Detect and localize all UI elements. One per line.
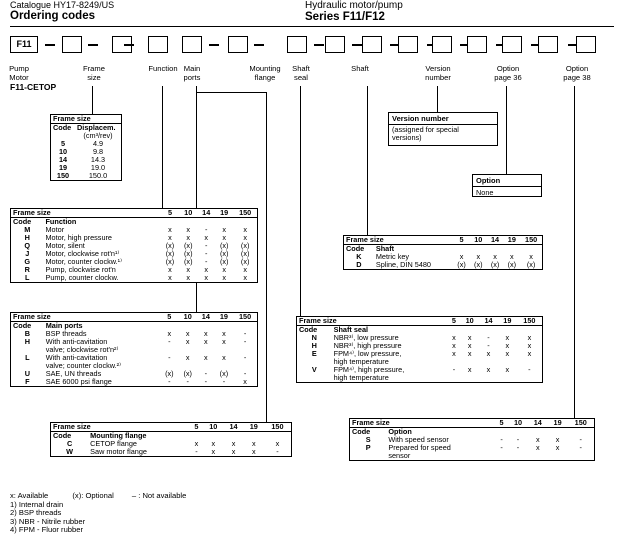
shaft-availability: x: [529, 252, 533, 261]
seal-availability: -: [528, 365, 531, 374]
code-label-frame-size: Frame size: [83, 64, 105, 82]
ports-title: Frame size: [11, 313, 160, 322]
ports-availability: x: [167, 329, 172, 338]
header-rule: [10, 26, 614, 27]
code-box-9: [398, 36, 418, 53]
flange-code: C: [66, 439, 73, 448]
legend-note-1: 1) Internal drain: [10, 499, 64, 509]
flange-code: W: [66, 447, 74, 456]
function-availability: x: [186, 225, 191, 234]
shaft-availability: (x): [490, 260, 500, 269]
function-availability: x: [168, 225, 172, 234]
function-availability: x: [186, 265, 191, 274]
flange-size-header: 10: [203, 423, 223, 432]
function-size-header: 5: [161, 209, 179, 218]
function-description: Motor, counter clockw.¹⁾: [45, 257, 122, 266]
seal-availability: x: [486, 365, 491, 374]
ports-availability: -: [222, 377, 226, 386]
seal-description: NBR³⁾, high pressure: [333, 341, 402, 350]
seal-availability: x: [505, 341, 510, 350]
shaft-availability: x: [493, 252, 497, 261]
function-code: J: [25, 249, 30, 258]
option-table: [349, 418, 595, 461]
code-label-option-page-38: Option page 38: [563, 64, 591, 82]
seal-size-header: 14: [479, 317, 498, 326]
flange-size-header: 5: [190, 423, 203, 432]
seal-availability: x: [452, 349, 456, 358]
seal-title: Frame size: [297, 317, 448, 326]
seal-availability: x: [467, 341, 472, 350]
seal-availability: x: [527, 349, 532, 358]
connector-option38: [574, 86, 575, 418]
function-availability: x: [186, 273, 191, 282]
function-name-header: Function: [45, 217, 77, 226]
legend-available: x: Available: [10, 491, 49, 500]
option-box-title: Option: [473, 175, 541, 187]
ports-code: H: [24, 337, 30, 346]
frame-size-row: [51, 172, 121, 180]
seal-availability: x: [452, 333, 456, 342]
seal-code: V: [311, 365, 317, 374]
flange-availability: -: [195, 447, 198, 456]
function-code-header: Code: [13, 217, 32, 226]
function-size-header: 10: [179, 209, 197, 218]
ports-code: L: [25, 353, 30, 362]
connector-frame: [92, 86, 93, 114]
option-availability: -: [579, 435, 582, 444]
seal-name-header: Shaft seal: [333, 325, 369, 334]
option-description: With speed sensor: [388, 435, 449, 444]
option-size-header: 5: [495, 419, 508, 428]
version-number-note: (assigned for special versions): [392, 125, 459, 142]
flange-size-header: 19: [244, 423, 264, 432]
seal-availability: x: [505, 365, 510, 374]
shaft-availability: (x): [507, 260, 517, 269]
function-availability: (x): [165, 249, 175, 258]
option-availability: x: [535, 435, 540, 444]
seal-size-header: 5: [448, 317, 461, 326]
shaft-table: [343, 235, 543, 270]
seal-description: NBR³⁾, low pressure: [333, 333, 399, 342]
code-label-function: Function: [148, 64, 178, 73]
function-description: Motor, silent: [45, 241, 85, 250]
shaft-size-header: 14: [487, 236, 504, 245]
function-title: Frame size: [11, 209, 161, 218]
seal-size-header: 150: [517, 317, 542, 326]
option-availability: -: [500, 435, 503, 444]
flange-availability: x: [251, 439, 256, 448]
code-box-8: [362, 36, 382, 53]
ports-description: SAE, UN threads: [45, 369, 102, 378]
code-label-main-ports: Main ports: [183, 64, 201, 82]
connector-shaft: [367, 86, 368, 235]
function-availability: (x): [219, 241, 229, 250]
function-availability: x: [204, 233, 209, 242]
shaft-size-header: 150: [520, 236, 542, 245]
ports-code: U: [24, 369, 30, 378]
code-box-13: [538, 36, 558, 53]
flange-description: CETOP flange: [90, 439, 137, 448]
function-code: G: [24, 257, 31, 266]
function-availability: -: [205, 241, 208, 250]
option-row: [350, 444, 594, 460]
function-availability: x: [243, 233, 247, 242]
shaft-availability: x: [510, 252, 514, 261]
frame-size-code: 19: [58, 163, 68, 172]
function-code: M: [24, 225, 31, 234]
function-availability: x: [168, 265, 172, 274]
ports-availability: -: [168, 353, 171, 362]
legend-note-4: 4) FPM - Fluor rubber: [10, 525, 84, 535]
shaft-availability: (x): [474, 260, 483, 269]
code-label-mounting-flange: Mounting flange: [249, 64, 281, 82]
connector-version: [437, 86, 438, 112]
ports-description: BSP threads: [45, 329, 87, 338]
code-header: Code: [53, 123, 72, 132]
code-label-shaft-seal: Shaft seal: [292, 64, 310, 82]
seal-availability: x: [505, 349, 510, 358]
function-availability: (x): [219, 257, 229, 266]
ports-code: F: [25, 377, 30, 386]
flange-description: Saw motor flange: [90, 447, 147, 456]
seal-size-header: 19: [498, 317, 517, 326]
option-none-box: [472, 174, 542, 197]
function-description: Pump, clockwise rot'n: [45, 265, 116, 274]
code-box-f11: F11: [10, 36, 38, 53]
option-name-header: Option: [388, 427, 412, 436]
function-availability: x: [222, 233, 227, 242]
ports-availability: x: [222, 329, 226, 338]
shaft-availability: (x): [457, 260, 466, 269]
code-label-option-page-36: Option page 36: [494, 64, 522, 82]
function-row: [11, 274, 257, 282]
series-title: Series F11/F12: [305, 11, 385, 23]
shaft-row: [344, 261, 542, 269]
ports-size-header: 150: [233, 313, 257, 322]
code-dash-2: [88, 44, 98, 46]
function-availability: x: [243, 265, 247, 274]
code-dash-7: [352, 44, 362, 46]
code-box-14: [576, 36, 596, 53]
shaft-availability: x: [476, 252, 481, 261]
seal-code: E: [311, 349, 317, 358]
shaft-description: Spline, DIN 5480: [375, 260, 431, 269]
code-dash-4: [209, 44, 219, 46]
seal-availability: x: [467, 365, 472, 374]
shaft-seal-table: [296, 316, 543, 383]
option-availability: x: [555, 435, 560, 444]
ports-code: B: [24, 329, 30, 338]
shaft-size-header: 10: [470, 236, 487, 245]
connector-flange: [266, 92, 267, 422]
flange-title: Frame size: [51, 423, 190, 432]
option-availability: -: [579, 443, 582, 452]
option-size-header: 10: [508, 419, 528, 428]
legend: [10, 492, 186, 535]
ports-availability: x: [243, 377, 247, 386]
ports-availability: -: [168, 377, 171, 386]
ports-availability: x: [204, 337, 208, 346]
seal-code-header: Code: [299, 325, 318, 334]
code-box-11: [467, 36, 487, 53]
seal-availability: x: [452, 341, 456, 350]
seal-size-header: 10: [460, 317, 479, 326]
seal-availability: x: [527, 333, 532, 342]
seal-availability: x: [527, 341, 532, 350]
seal-availability: x: [467, 349, 472, 358]
function-size-header: 150: [233, 209, 257, 218]
product-name: Hydraulic motor/pump: [305, 0, 403, 11]
code-dash-6: [314, 44, 324, 46]
ports-availability: -: [243, 329, 247, 338]
option-availability: x: [535, 443, 540, 452]
code-dash-3: [124, 44, 134, 46]
ports-availability: -: [204, 377, 208, 386]
flange-availability: x: [231, 439, 236, 448]
catalogue-number: Catalogue HY17-8249/US: [10, 0, 115, 10]
ports-availability: -: [186, 377, 189, 386]
displacement-unit: (cm³/rev): [83, 131, 113, 140]
function-description: Motor, high pressure: [45, 233, 112, 242]
code-label-shaft: Shaft: [351, 64, 369, 73]
frame-size-displacement: 9.8: [92, 147, 104, 156]
shaft-size-header: 5: [453, 236, 470, 245]
flange-size-header: 14: [223, 423, 243, 432]
function-availability: x: [204, 273, 209, 282]
flange-size-header: 150: [264, 423, 291, 432]
function-size-header: 19: [215, 209, 233, 218]
flange-code-header: Code: [53, 431, 72, 440]
frame-size-code: 150: [56, 171, 70, 180]
function-availability: x: [243, 225, 247, 234]
ports-size-header: 14: [197, 313, 215, 322]
function-code: L: [25, 273, 30, 282]
shaft-code: K: [356, 252, 362, 261]
function-availability: (x): [165, 257, 175, 266]
function-availability: x: [222, 265, 227, 274]
option-availability: -: [500, 443, 503, 452]
function-description: Motor, clockwise rot'n¹⁾: [45, 249, 120, 258]
option-availability: x: [555, 443, 560, 452]
ports-name-header: Main ports: [45, 321, 83, 330]
function-availability: (x): [183, 257, 193, 266]
ports-availability: (x): [219, 369, 229, 378]
ports-row: [11, 354, 257, 370]
ports-description: With anti-cavitation valve; clockwise rot'n²⁾: [45, 337, 119, 354]
code-box-3: [148, 36, 168, 53]
ports-row: [11, 338, 257, 354]
frame-size-displacement: 14.3: [90, 155, 106, 164]
flange-availability: x: [251, 447, 256, 456]
connector-function: [162, 86, 163, 208]
frame-size-displacement: 150.0: [88, 171, 108, 180]
function-availability: (x): [183, 241, 193, 250]
mounting-flange-table: [50, 422, 292, 457]
ports-row: [11, 378, 257, 386]
seal-description: FPM⁴⁾, low pressure, high temperature: [333, 349, 402, 366]
shaft-code-header: Code: [346, 244, 365, 253]
ports-code-header: Code: [13, 321, 32, 330]
function-availability: (x): [240, 249, 250, 258]
ports-description: SAE 6000 psi flange: [45, 377, 112, 386]
function-code: R: [24, 265, 30, 274]
option-size-header: 19: [548, 419, 568, 428]
main-ports-table: [10, 312, 258, 387]
flange-availability: x: [231, 447, 236, 456]
ports-size-header: 19: [215, 313, 233, 322]
shaft-availability: (x): [526, 260, 536, 269]
cetop-subtitle: F11-CETOP: [10, 82, 57, 92]
option-size-header: 150: [568, 419, 595, 428]
option-code: S: [365, 435, 371, 444]
ports-availability: -: [168, 337, 171, 346]
function-description: Motor: [45, 225, 65, 234]
code-box-5: [228, 36, 248, 53]
ports-availability: x: [185, 329, 190, 338]
function-code: H: [24, 233, 30, 242]
option-availability: -: [516, 443, 520, 452]
option-availability: -: [516, 435, 520, 444]
connector-option36: [506, 86, 507, 174]
frame-size-displacement: 19.0: [90, 163, 106, 172]
function-availability: x: [222, 273, 227, 282]
flange-availability: x: [211, 439, 216, 448]
flange-availability: x: [211, 447, 216, 456]
ports-availability: x: [222, 353, 226, 362]
code-box-12: [502, 36, 522, 53]
seal-row: [297, 350, 542, 366]
code-dash-1: [45, 44, 55, 46]
flange-availability: x: [194, 439, 199, 448]
seal-row: [297, 366, 542, 382]
ports-availability: -: [204, 369, 208, 378]
function-availability: -: [205, 225, 208, 234]
seal-availability: x: [467, 333, 472, 342]
function-availability: (x): [219, 249, 229, 258]
code-box-1: [62, 36, 82, 53]
function-code: Q: [24, 241, 31, 250]
code-box-6: [287, 36, 307, 53]
shaft-availability: x: [459, 252, 464, 261]
function-availability: x: [168, 273, 172, 282]
option-description: Prepared for speed sensor: [388, 443, 451, 460]
code-label-pump-motor: Pump Motor: [9, 64, 29, 82]
seal-availability: -: [487, 341, 490, 350]
shaft-name-header: Shaft: [375, 244, 395, 253]
version-number-box: [388, 112, 498, 146]
flange-name-header: Mounting flange: [90, 431, 147, 440]
option-code-header: Code: [352, 427, 371, 436]
function-availability: -: [205, 257, 208, 266]
code-dash-5: [254, 44, 264, 46]
frame-size-code: 14: [58, 155, 68, 164]
function-table: [10, 208, 258, 283]
ports-availability: x: [185, 353, 190, 362]
ports-availability: x: [204, 353, 208, 362]
ports-availability: x: [185, 337, 190, 346]
seal-description: FPM⁴⁾, high pressure, high temperature: [333, 365, 405, 382]
version-number-title: Version number: [389, 113, 497, 125]
ports-description: With anti-cavitation valve; counter clockw.²⁾: [45, 353, 121, 370]
function-availability: x: [243, 273, 247, 282]
ports-availability: -: [243, 337, 247, 346]
function-availability: (x): [165, 241, 175, 250]
function-availability: (x): [240, 257, 250, 266]
option-size-header: 14: [528, 419, 548, 428]
ports-size-header: 10: [179, 313, 197, 322]
function-availability: x: [204, 265, 209, 274]
displacement-header: Displacem.: [77, 123, 116, 132]
seal-code: N: [311, 333, 317, 342]
function-availability: x: [186, 233, 191, 242]
legend-note-2: 2) BSP threads: [10, 508, 62, 518]
seal-availability: x: [505, 333, 510, 342]
legend-not-available: – : Not available: [131, 491, 187, 500]
function-availability: x: [222, 225, 227, 234]
function-size-header: 14: [197, 209, 215, 218]
ports-availability: -: [243, 369, 247, 378]
connector-seal: [300, 86, 301, 316]
ports-availability: x: [222, 337, 226, 346]
flange-row: [51, 448, 291, 456]
ports-availability: (x): [183, 369, 192, 378]
flange-availability: x: [275, 439, 280, 448]
legend-note-3: 3) NBR - Nitrile rubber: [10, 516, 86, 526]
code-box-10: [432, 36, 452, 53]
seal-availability: x: [486, 349, 491, 358]
seal-availability: -: [452, 365, 456, 374]
section-title: Ordering codes: [10, 10, 95, 22]
frame-size-title: Frame size: [51, 115, 121, 124]
option-title: Frame size: [350, 419, 495, 428]
connector-ports-h: [196, 92, 266, 93]
frame-size-code: 5: [60, 139, 66, 148]
frame-size-table: [50, 114, 122, 181]
ports-availability: (x): [165, 369, 174, 378]
flange-availability: -: [276, 447, 279, 456]
shaft-size-header: 19: [503, 236, 520, 245]
shaft-code: D: [356, 260, 362, 269]
code-label-version-number: Version number: [425, 64, 451, 82]
function-availability: (x): [183, 249, 193, 258]
frame-size-code: 10: [58, 147, 68, 156]
ports-size-header: 5: [160, 313, 178, 322]
frame-size-displacement: 4.9: [92, 139, 104, 148]
function-availability: -: [205, 249, 208, 258]
ports-availability: x: [204, 329, 208, 338]
ports-availability: -: [243, 353, 247, 362]
shaft-title: Frame size: [344, 236, 453, 245]
code-box-7: [325, 36, 345, 53]
function-availability: (x): [240, 241, 250, 250]
function-availability: x: [168, 233, 172, 242]
shaft-description: Metric key: [375, 252, 410, 261]
legend-optional: (x): Optional: [72, 491, 114, 500]
function-description: Pump, counter clockw.: [45, 273, 119, 282]
seal-availability: -: [487, 333, 490, 342]
seal-code: H: [311, 341, 317, 350]
option-box-value: None: [476, 188, 494, 197]
code-box-4: [182, 36, 202, 53]
option-code: P: [365, 443, 371, 452]
